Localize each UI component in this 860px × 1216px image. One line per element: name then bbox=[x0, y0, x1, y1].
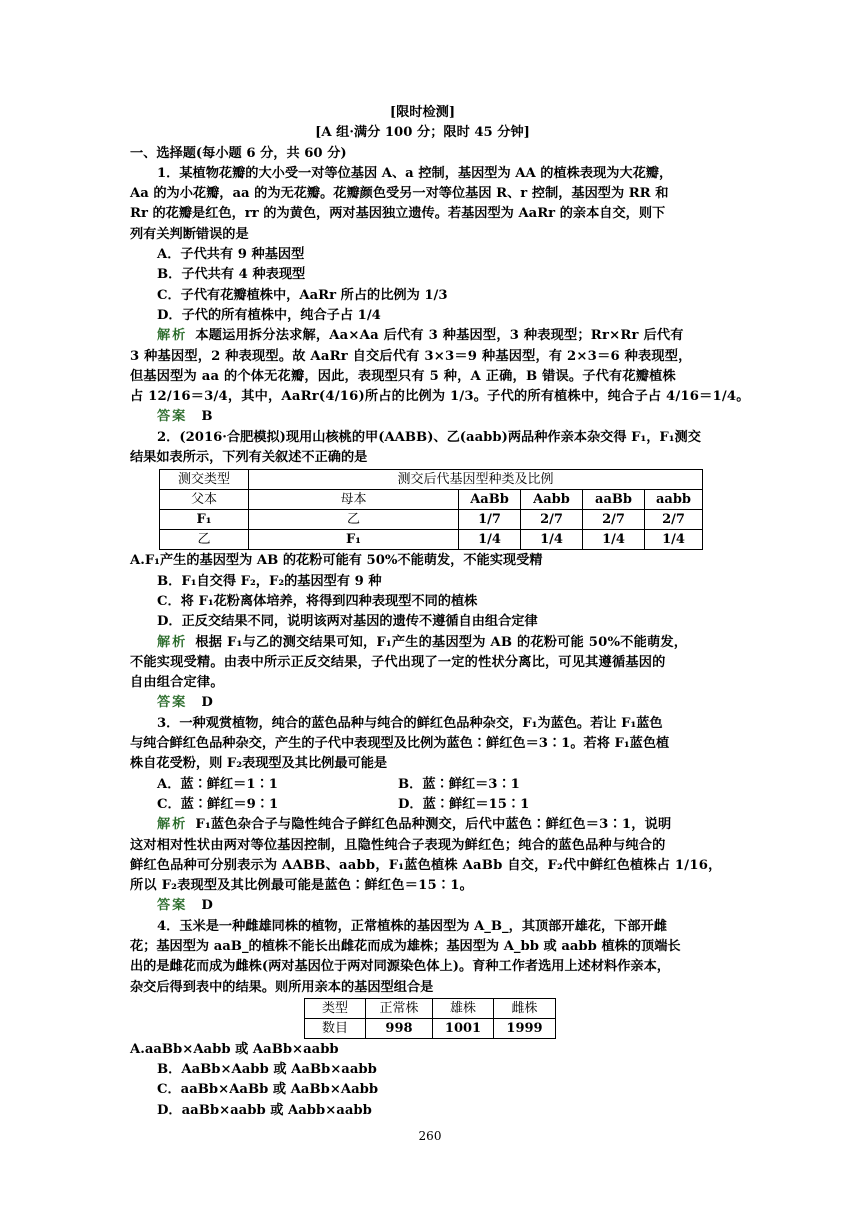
question-2 bbox=[130, 428, 715, 714]
q3-option-d: D．蓝∶鲜红＝15∶1 bbox=[398, 796, 530, 812]
q1-option-a: A．子代共有 9 种基因型 bbox=[157, 247, 305, 263]
q4-option-d: D．aaBb×aabb 或 Aabb×aabb bbox=[157, 1102, 372, 1118]
table-cell: 乙 bbox=[249, 510, 459, 530]
answer-label: 答案 bbox=[157, 695, 188, 711]
q3-option-a: A．蓝∶鲜红＝1∶1 bbox=[157, 776, 278, 792]
section-heading: 一、选择题(每小题 6 分，共 60 分) bbox=[130, 145, 347, 161]
table-cell: 1/7 bbox=[459, 510, 521, 530]
table-cell: 1001 bbox=[433, 1018, 494, 1038]
question-1 bbox=[130, 164, 750, 428]
table-cell: 数目 bbox=[305, 1018, 366, 1038]
q3-answer bbox=[130, 896, 715, 916]
q2-testcross-table bbox=[159, 469, 703, 550]
q2-option-d: D．正反交结果不同，说明该两对基因的遗传不遵循自由组合定律 bbox=[157, 614, 538, 630]
answer-label: 答案 bbox=[157, 898, 188, 914]
table-cell: 998 bbox=[366, 1018, 433, 1038]
q1-option-b: B．子代共有 4 种表现型 bbox=[157, 267, 306, 283]
table-cell: 1999 bbox=[494, 1018, 556, 1038]
table-header-cell: 测交类型 bbox=[160, 470, 249, 490]
table-cell: 父本 bbox=[160, 490, 249, 510]
table-cell: 2/7 bbox=[583, 510, 645, 530]
document-content bbox=[130, 103, 750, 1121]
page-title: [限时检测] bbox=[389, 105, 456, 120]
q1-option-c: C．子代有花瓣植株中，AaRr 所占的比例为 1/3 bbox=[157, 287, 448, 303]
q3-analysis-line: 鲜红色品种可分别表示为 AABB、aabb，F₁蓝色植株 AaBb 自交，F₂代中鲜红色植株占 1/16， bbox=[130, 857, 722, 873]
q4-stem-line: 杂交后得到表中的结果。则所用亲本的基因型组合是 bbox=[130, 979, 434, 995]
q1-analysis-line: 3 种基因型，2 种表现型。故 AaRr 自交后代有 3×3＝9 种基因型，有 2×3＝6 种表现型， bbox=[130, 348, 692, 364]
table-cell: AaBb bbox=[459, 490, 521, 510]
table-cell: aaBb bbox=[583, 490, 645, 510]
q4-stem-line: 出的是雌花而成为雌株(两对基因位于两对同源染色体上)。育种工作者选用上述材料作亲本， bbox=[130, 959, 670, 975]
q4-option-b: B．AaBb×Aabb 或 AaBb×aabb bbox=[157, 1062, 377, 1078]
table-cell: 1/4 bbox=[583, 530, 645, 550]
table-row bbox=[160, 530, 703, 550]
table-cell: F₁ bbox=[160, 510, 249, 530]
table-cell: 母本 bbox=[249, 490, 459, 510]
analysis-label: 解析 bbox=[157, 328, 188, 344]
page-number: 260 bbox=[418, 1129, 442, 1143]
q1-stem-line: 列有关判断错误的是 bbox=[130, 226, 249, 242]
q3-options-row bbox=[130, 795, 715, 815]
q2-analysis-line: 不能实现受精。由表中所示正反交结果，子代出现了一定的性状分离比，可见其遵循基因的 bbox=[130, 654, 666, 670]
table-cell: 乙 bbox=[160, 530, 249, 550]
q3-analysis-line bbox=[130, 815, 715, 835]
q2-analysis-line bbox=[130, 633, 715, 653]
answer-label: 答案 bbox=[157, 409, 188, 425]
q2-analysis-line: 自由组合定律。 bbox=[130, 675, 224, 691]
q2-answer bbox=[130, 693, 715, 713]
q1-analysis-line: 但基因型为 aa 的个体无花瓣，因此，表现型只有 5 种，A 正确，B 错误。子代有花瓣植株 bbox=[130, 368, 676, 384]
q1-stem-line: 1．某植物花瓣的大小受一对等位基因 A、a 控制，基因型为 AA 的植株表现为大花瓣， bbox=[157, 165, 673, 181]
q1-stem-line: Aa 的为小花瓣，aa 的为无花瓣。花瓣颜色受另一对等位基因 R、r 控制，基因型为 RR 和 bbox=[130, 186, 669, 202]
q4-option-c: C．aaBb×AaBb 或 AaBb×Aabb bbox=[157, 1082, 379, 1098]
table-row bbox=[305, 1018, 556, 1038]
page-subtitle: [A 组·满分 100 分；限时 45 分钟] bbox=[315, 125, 530, 141]
q3-analysis-line: 这对相对性状由两对等位基因控制，且隐性纯合子表现为鲜红色；纯合的蓝色品种与纯合的 bbox=[130, 837, 666, 853]
analysis-label: 解析 bbox=[157, 817, 188, 833]
table-header-row bbox=[305, 998, 556, 1018]
q2-option-a: A.F₁产生的基因型为 AB 的花粉可能有 50%不能萌发，不能实现受精 bbox=[130, 553, 543, 569]
question-4 bbox=[130, 917, 715, 1121]
question-3 bbox=[130, 714, 722, 917]
q2-option-c: C．将 F₁花粉离体培养，将得到四种表现型不同的植株 bbox=[157, 593, 478, 609]
q2-answer-value: D bbox=[201, 695, 213, 711]
q1-answer-value: B bbox=[201, 409, 213, 425]
table-cell: Aabb bbox=[521, 490, 583, 510]
q2-option-b: B．F₁自交得 F₂，F₂的基因型有 9 种 bbox=[157, 573, 382, 589]
q3-stem-line: 株自花受粉，则 F₂表现型及其比例最可能是 bbox=[130, 756, 388, 772]
q2-stem-line: 结果如表所示，下列有关叙述不正确的是 bbox=[130, 450, 368, 466]
q2-analysis-text: 根据 F₁与乙的测交结果可知，F₁产生的基因型为 AB 的花粉可能 50%不能萌发， bbox=[195, 634, 688, 650]
table-row bbox=[160, 490, 703, 510]
q1-analysis-text: 本题运用拆分法求解，Aa×Aa 后代有 3 种基因型，3 种表现型；Rr×Rr 后代有 bbox=[195, 328, 684, 344]
table-cell: F₁ bbox=[249, 530, 459, 550]
q3-analysis-line: 所以 F₂表现型及其比例最可能是蓝色∶鲜红色＝15∶1。 bbox=[130, 878, 473, 894]
table-row bbox=[160, 510, 703, 530]
q3-options-row bbox=[130, 775, 715, 795]
analysis-label: 解析 bbox=[157, 634, 188, 650]
table-header-cell: 雌株 bbox=[494, 998, 556, 1018]
q1-option-d: D．子代的所有植株中，纯合子占 1/4 bbox=[157, 307, 381, 323]
table-cell: 2/7 bbox=[645, 510, 703, 530]
table-cell: aabb bbox=[645, 490, 703, 510]
q3-analysis-text: F₁蓝色杂合子与隐性纯合子鲜红色品种测交，后代中蓝色∶鲜红色＝3∶1，说明 bbox=[195, 817, 672, 833]
q4-stem-line: 4．玉米是一种雌雄同株的植物，正常植株的基因型为 A_B_，其顶部开雄花，下部开雌 bbox=[157, 918, 667, 934]
table-header-cell: 类型 bbox=[305, 998, 366, 1018]
q1-analysis-line bbox=[130, 326, 715, 346]
q3-answer-value: D bbox=[201, 898, 213, 914]
q4-stem-line: 花；基因型为 aaB_的植株不能长出雌花而成为雄株；基因型为 A_bb 或 aabb 植株的顶端长 bbox=[130, 938, 681, 954]
table-header-cell: 测交后代基因型种类及比例 bbox=[249, 470, 703, 490]
table-cell: 2/7 bbox=[521, 510, 583, 530]
q3-option-c: C．蓝∶鲜红＝9∶1 bbox=[157, 796, 279, 812]
q1-analysis-line: 占 12/16＝3/4，其中，AaRr(4/16)所占的比例为 1/3。子代的所有植株中，纯合子占 4/16＝1/4。 bbox=[130, 389, 750, 405]
table-cell: 1/4 bbox=[459, 530, 521, 550]
q4-results-table bbox=[304, 998, 556, 1039]
q3-stem-line: 与纯合鲜红色品种杂交，产生的子代中表现型及比例为蓝色∶鲜红色＝3∶1。若将 F₁蓝色植 bbox=[130, 736, 670, 752]
table-header-cell: 正常株 bbox=[366, 998, 433, 1018]
q2-stem-line: 2．(2016·合肥模拟)现用山核桃的甲(AABB)、乙(aabb)两品种作亲本杂交得 F₁，F₁测交 bbox=[157, 429, 701, 445]
q3-stem-line: 3．一种观赏植物，纯合的蓝色品种与纯合的鲜红色品种杂交，F₁为蓝色。若让 F₁蓝色 bbox=[157, 715, 663, 731]
q1-stem-line: Rr 的花瓣是红色，rr 的为黄色，两对基因独立遗传。若基因型为 AaRr 的亲本自交，则下 bbox=[130, 206, 666, 222]
table-header-row bbox=[160, 470, 703, 490]
q1-answer bbox=[130, 407, 715, 427]
table-cell: 1/4 bbox=[645, 530, 703, 550]
table-header-cell: 雄株 bbox=[433, 998, 494, 1018]
q4-option-a: A.aaBb×Aabb 或 AaBb×aabb bbox=[130, 1041, 339, 1057]
table-cell: 1/4 bbox=[521, 530, 583, 550]
q3-option-b: B．蓝∶鲜红＝3∶1 bbox=[398, 776, 520, 792]
